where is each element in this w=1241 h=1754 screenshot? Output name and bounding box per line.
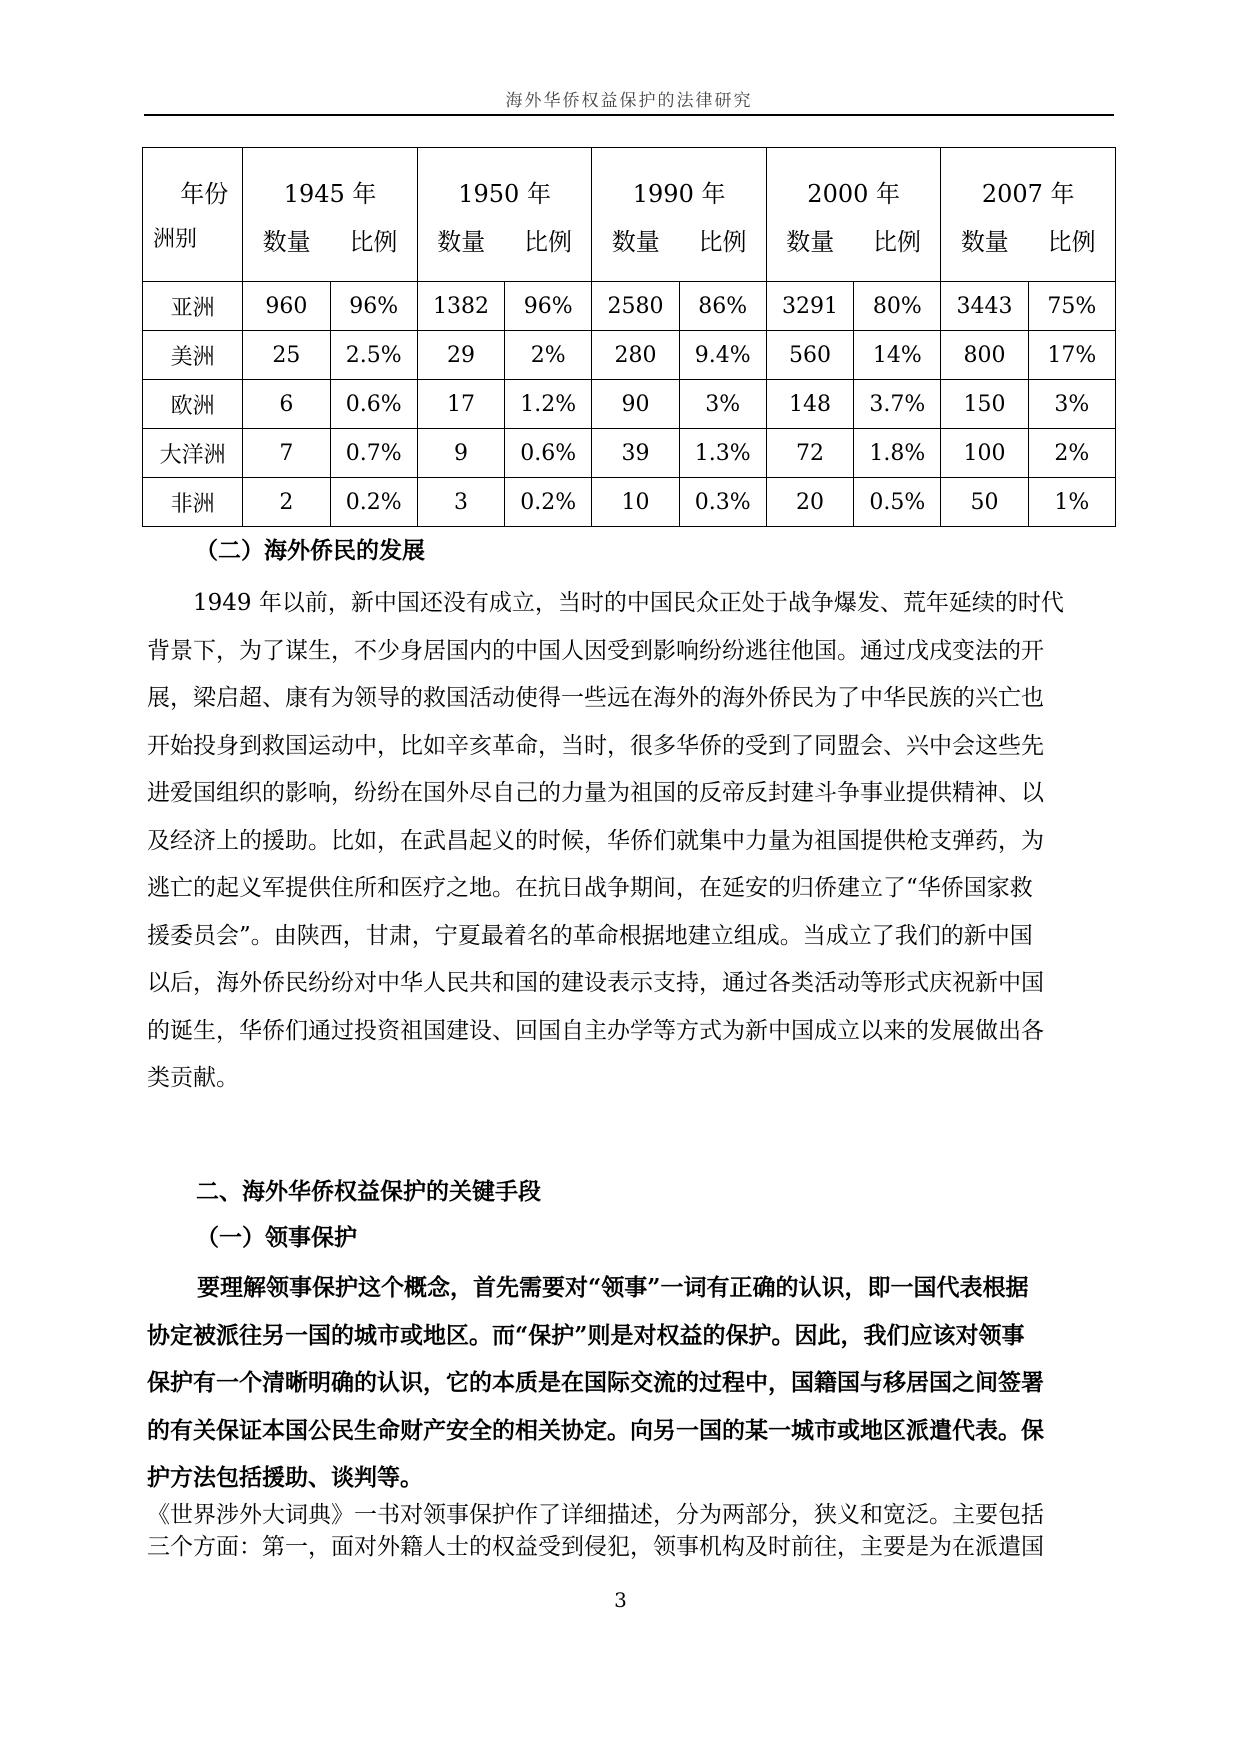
count-header: 数量 bbox=[960, 228, 1009, 256]
count-header: 数量 bbox=[262, 228, 311, 256]
table-cell: 0.6% bbox=[505, 429, 592, 478]
table-cell: 10 bbox=[592, 478, 679, 527]
year-label: 1950 年 bbox=[458, 180, 551, 208]
table-cell: 960 bbox=[243, 282, 330, 331]
paragraph-line: 《世界涉外大词典》一书对领事保护作了详细描述，分为两部分，狭义和宽泛。主要包括 bbox=[147, 1502, 1044, 1528]
paragraph-line: 进爱国组织的影响，纷纷在国外尽自己的力量为祖国的反帝反封建斗争事业提供精神、以 bbox=[147, 780, 1044, 806]
paragraph-line: 的有关保证本国公民生命财产安全的相关协定。向另一国的某一城市或地区派遣代表。保 bbox=[147, 1416, 1044, 1444]
table-cell: 1.3% bbox=[679, 429, 766, 478]
consular-bold-paragraph bbox=[147, 1264, 1115, 1502]
table-cell: 80% bbox=[854, 282, 941, 331]
table-cell: 96% bbox=[330, 282, 417, 331]
table-cell: 1382 bbox=[417, 282, 504, 331]
table-cell: 90 bbox=[592, 380, 679, 429]
year-header-1950 bbox=[417, 148, 592, 282]
count-header: 数量 bbox=[611, 228, 660, 256]
header-title: 海外华侨权益保护的法律研究 bbox=[505, 91, 753, 111]
table-row bbox=[143, 380, 1116, 429]
continent-cell: 大洋洲 bbox=[143, 429, 243, 478]
table-cell: 9 bbox=[417, 429, 504, 478]
overseas-chinese-distribution-table bbox=[142, 147, 1116, 527]
subsection-heading-consular: （一）领事保护 bbox=[196, 1224, 357, 1251]
table-cell: 0.5% bbox=[854, 478, 941, 527]
page-number: 3 bbox=[614, 1588, 627, 1612]
continent-cell: 美洲 bbox=[143, 331, 243, 380]
table-cell: 25 bbox=[243, 331, 330, 380]
count-header: 数量 bbox=[437, 228, 486, 256]
table-cell: 3.7% bbox=[854, 380, 941, 429]
table-cell: 17% bbox=[1028, 331, 1115, 380]
table-cell: 2580 bbox=[592, 282, 679, 331]
corner-year-label: 年份 bbox=[180, 180, 229, 208]
table-cell: 72 bbox=[766, 429, 853, 478]
section-heading-development: （二）海外侨民的发展 bbox=[195, 537, 425, 564]
table-cell: 100 bbox=[941, 429, 1028, 478]
paragraph-line: 展，梁启超、康有为领导的救国活动使得一些远在海外的海外侨民为了中华民族的兴亡也 bbox=[147, 685, 1044, 711]
year-header-1945 bbox=[243, 148, 418, 282]
table-cell: 17 bbox=[417, 380, 504, 429]
paragraph-line: 援委员会”。由陕西，甘肃，宁夏最着名的革命根据地建立组成。当成立了我们的新中国 bbox=[147, 922, 1033, 949]
table-cell: 2 bbox=[243, 478, 330, 527]
table-cell: 39 bbox=[592, 429, 679, 478]
table-cell: 150 bbox=[941, 380, 1028, 429]
table-cell: 148 bbox=[766, 380, 853, 429]
table-cell: 7 bbox=[243, 429, 330, 478]
year-label: 1990 年 bbox=[632, 180, 726, 208]
table-cell: 3291 bbox=[766, 282, 853, 331]
table-cell: 1.8% bbox=[854, 429, 941, 478]
table-cell: 3% bbox=[1028, 380, 1115, 429]
year-label: 1945 年 bbox=[283, 180, 377, 208]
table-cell: 6 bbox=[243, 380, 330, 429]
table-cell: 0.6% bbox=[330, 380, 417, 429]
table-corner-cell bbox=[143, 148, 243, 282]
paragraph-line: 逃亡的起义军提供住所和医疗之地。在抗日战争期间，在延安的归侨建立了“华侨国家救 bbox=[147, 875, 1033, 901]
dictionary-paragraph bbox=[147, 1499, 1115, 1563]
paragraph-line: 以后，海外侨民纷纷对中华人民共和国的建设表示支持，通过各类活动等形式庆祝新中国 bbox=[147, 970, 1044, 996]
paragraph-line: 及经济上的援助。比如，在武昌起义的时候，华侨们就集中力量为祖国提供枪支弹药，为 bbox=[147, 827, 1044, 854]
table-cell: 800 bbox=[941, 331, 1028, 380]
year-header-1990 bbox=[592, 148, 767, 282]
table-cell: 3443 bbox=[941, 282, 1028, 331]
ratio-header: 比例 bbox=[873, 228, 922, 256]
table-cell: 0.2% bbox=[330, 478, 417, 527]
table-cell: 9.4% bbox=[679, 331, 766, 380]
paragraph-line: 的诞生，华侨们通过投资祖国建设、回国自主办学等方式为新中国成立以来的发展做出各 bbox=[147, 1017, 1044, 1044]
page-header bbox=[144, 84, 1114, 116]
table-cell: 2.5% bbox=[330, 331, 417, 380]
paragraph-line: 类贡献。 bbox=[147, 1065, 239, 1091]
ratio-header: 比例 bbox=[698, 228, 747, 256]
table-cell: 1.2% bbox=[505, 380, 592, 429]
table-header-row bbox=[143, 148, 1116, 282]
table-cell: 0.2% bbox=[505, 478, 592, 527]
year-label: 2000 年 bbox=[807, 180, 901, 208]
ratio-header: 比例 bbox=[1047, 228, 1096, 256]
table-cell: 86% bbox=[679, 282, 766, 331]
table-cell: 29 bbox=[417, 331, 504, 380]
ratio-header: 比例 bbox=[349, 228, 398, 256]
paragraph-line: 三个方面：第一，面对外籍人士的权益受到侵犯，领事机构及时前往，主要是为在派遣国 bbox=[147, 1534, 1044, 1560]
paragraph-line: 1949 年以前，新中国还没有成立，当时的中国民众正处于战争爆发、荒年延续的时代 bbox=[193, 590, 1064, 616]
corner-continent-label: 洲别 bbox=[153, 227, 198, 252]
table-cell: 75% bbox=[1028, 282, 1115, 331]
table-row bbox=[143, 429, 1116, 478]
paragraph-line: 护方法包括援助、谈判等。 bbox=[147, 1464, 423, 1491]
continent-cell: 非洲 bbox=[143, 478, 243, 527]
year-label: 2007 年 bbox=[981, 180, 1075, 208]
paragraph-line: 背景下，为了谋生，不少身居国内的中国人因受到影响纷纷逃往他国。通过戊戌变法的开 bbox=[147, 637, 1044, 664]
continent-cell: 欧洲 bbox=[143, 380, 243, 429]
continent-cell: 亚洲 bbox=[143, 282, 243, 331]
table-cell: 0.7% bbox=[330, 429, 417, 478]
table-cell: 0.3% bbox=[679, 478, 766, 527]
table-cell: 2% bbox=[1028, 429, 1115, 478]
table-cell: 14% bbox=[854, 331, 941, 380]
table-row bbox=[143, 331, 1116, 380]
section-heading-key-means: 二、海外华侨权益保护的关键手段 bbox=[196, 1178, 541, 1205]
table-cell: 96% bbox=[505, 282, 592, 331]
table-cell: 1% bbox=[1028, 478, 1115, 527]
ratio-header: 比例 bbox=[523, 228, 572, 256]
table-cell: 560 bbox=[766, 331, 853, 380]
table-cell: 50 bbox=[941, 478, 1028, 527]
table-cell: 3% bbox=[679, 380, 766, 429]
table-cell: 3 bbox=[417, 478, 504, 527]
paragraph-line: 保护有一个清晰明确的认识，它的本质是在国际交流的过程中，国籍国与移居国之间签署 bbox=[147, 1369, 1044, 1396]
table-cell: 2% bbox=[505, 331, 592, 380]
table-row bbox=[143, 478, 1116, 527]
table-cell: 280 bbox=[592, 331, 679, 380]
paragraph-line: 开始投身到救国运动中，比如辛亥革命，当时，很多华侨的受到了同盟会、兴中会这些先 bbox=[147, 732, 1044, 759]
table-row bbox=[143, 282, 1116, 331]
paragraph-line: 要理解领事保护这个概念，首先需要对“领事”一词有正确的认识，即一国代表根据 bbox=[197, 1274, 1029, 1301]
development-paragraph bbox=[147, 580, 1115, 1103]
paragraph-line: 协定被派往另一国的城市或地区。而“保护”则是对权益的保护。因此，我们应该对领事 bbox=[147, 1321, 1025, 1349]
year-header-2000 bbox=[766, 148, 941, 282]
table-cell: 20 bbox=[766, 478, 853, 527]
year-header-2007 bbox=[941, 148, 1116, 282]
count-header: 数量 bbox=[786, 228, 835, 256]
